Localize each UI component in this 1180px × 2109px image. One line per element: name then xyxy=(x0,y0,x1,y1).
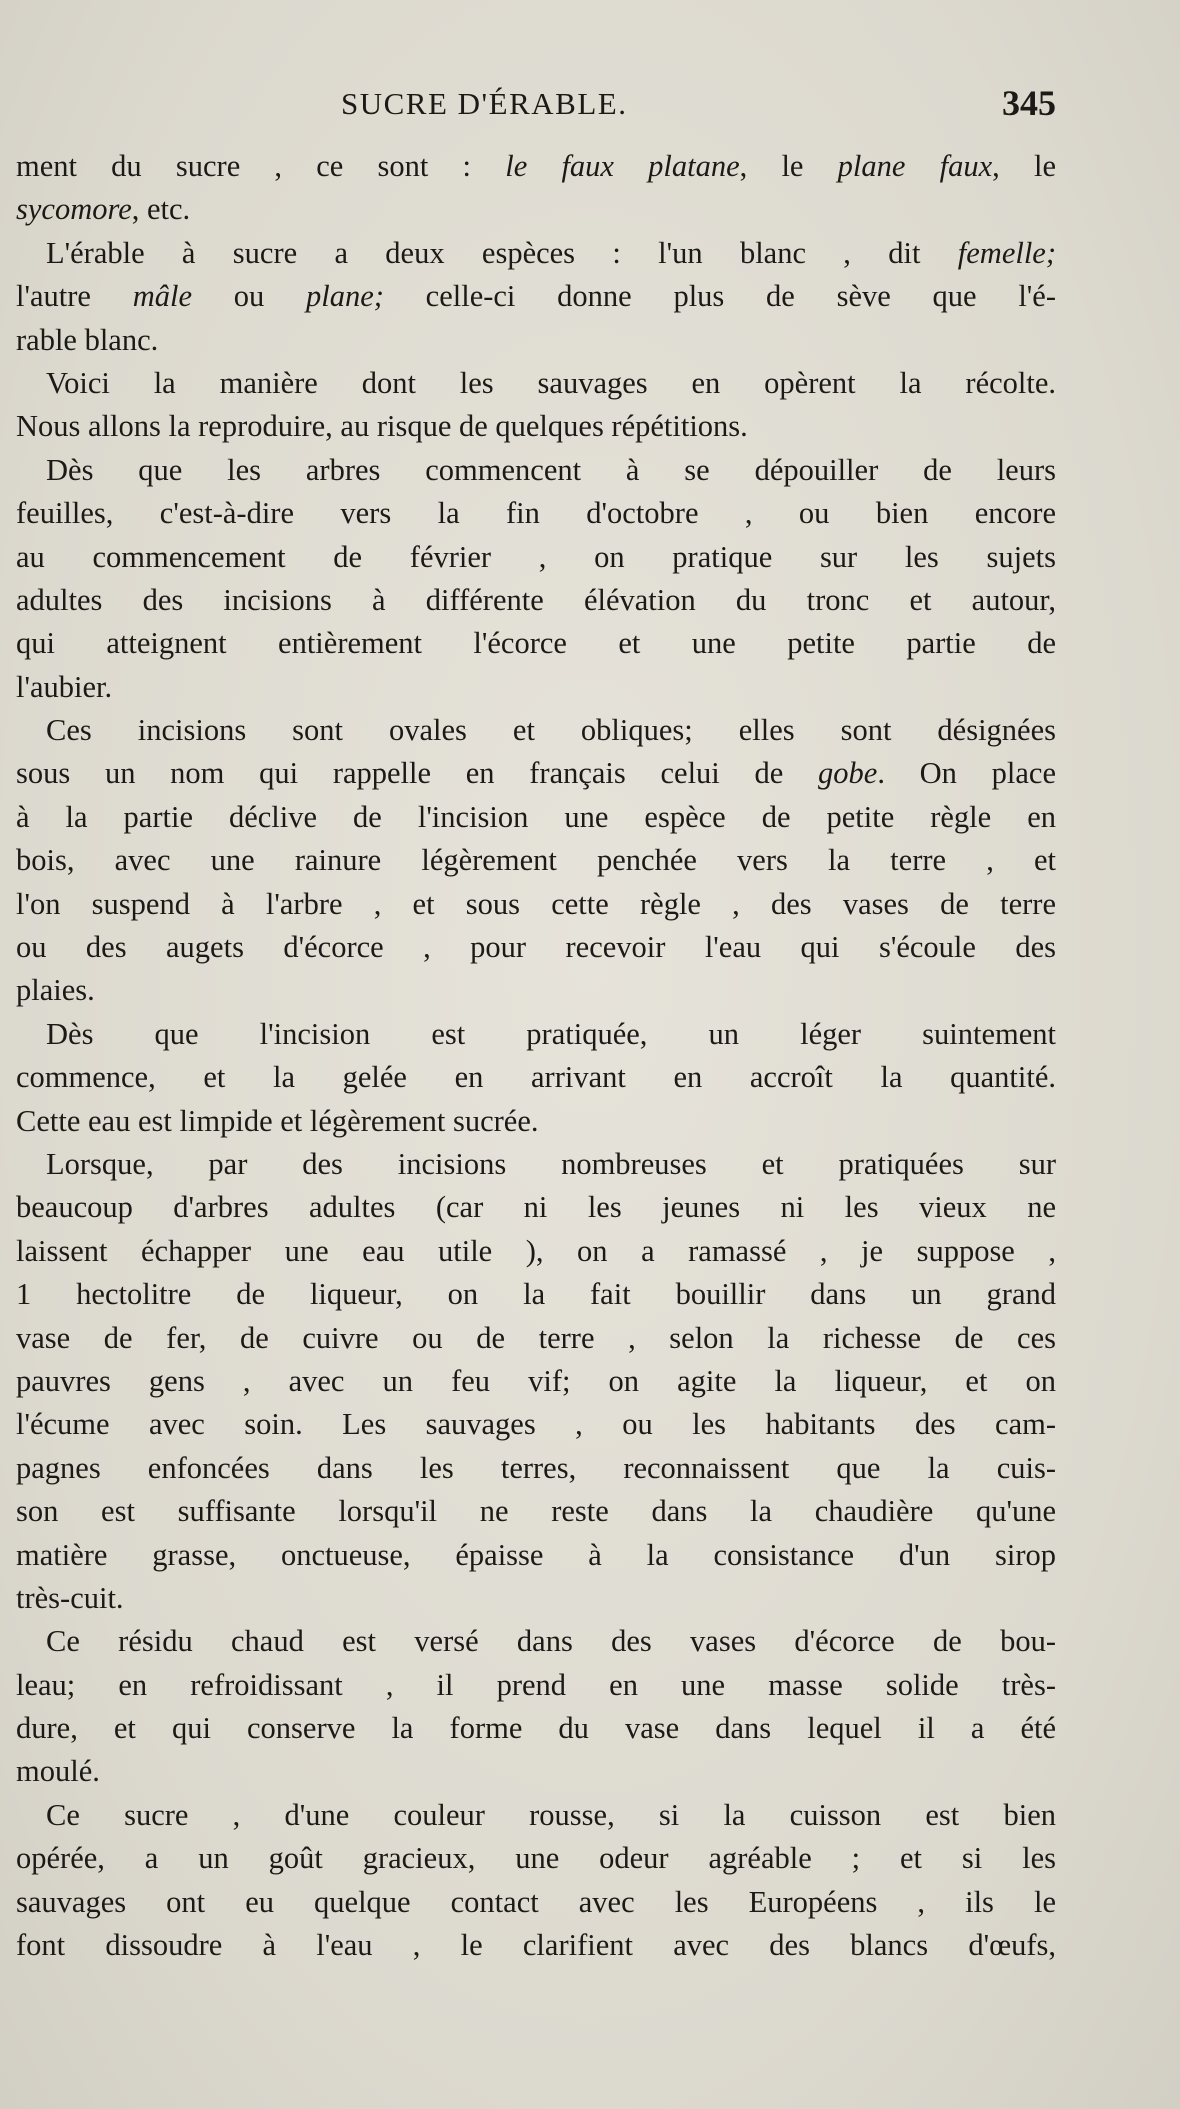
text-line xyxy=(16,405,1056,448)
text-line xyxy=(16,1143,1056,1186)
text-line xyxy=(16,969,1056,1012)
text-line xyxy=(16,1664,1056,1707)
text-segment: feuilles, c'est-à-dire vers la fin d'octobre , ou bien encore xyxy=(16,496,1056,531)
text-segment: Ce résidu chaud est versé dans des vases d'écorce de bou- xyxy=(46,1624,1056,1659)
text-segment: commence, et la gelée en arrivant en accroît la quantité. xyxy=(16,1060,1056,1095)
text-segment: vase de fer, de cuivre ou de terre , selon la richesse de ces xyxy=(16,1320,1056,1355)
text-line xyxy=(16,1490,1056,1533)
italic-text: plane; xyxy=(306,279,384,314)
text-segment: très-cuit. xyxy=(16,1580,124,1615)
text-line xyxy=(16,1750,1056,1793)
text-line xyxy=(16,232,1056,275)
text-segment: font dissoudre à l'eau , le clarifient avec des blancs d'œufs, xyxy=(16,1928,1056,1963)
text-segment: dure, et qui conserve la forme du vase dans lequel il a été xyxy=(16,1711,1056,1746)
text-line xyxy=(16,622,1056,665)
text-line xyxy=(16,1837,1056,1880)
page-header xyxy=(16,82,1056,142)
text-line xyxy=(16,579,1056,622)
text-segment: opérée, a un goût gracieux, une odeur agréable ; et si les xyxy=(16,1841,1056,1876)
text-line xyxy=(16,1403,1056,1446)
text-segment: Voici la manière dont les sauvages en opèrent la récolte. xyxy=(46,365,1056,400)
text-segment: au commencement de février , on pratique sur les sujets xyxy=(16,539,1056,574)
italic-text: sycomore xyxy=(16,192,132,227)
text-line xyxy=(16,1577,1056,1620)
italic-text: plane faux xyxy=(837,149,993,183)
text-line xyxy=(16,1230,1056,1273)
text-line xyxy=(16,362,1056,405)
text-segment: Cette eau est limpide et légèrement sucrée. xyxy=(16,1103,539,1138)
text-line xyxy=(16,1794,1056,1837)
text-line xyxy=(16,752,1056,795)
text-segment: , le xyxy=(992,149,1056,183)
text-segment: , etc. xyxy=(131,192,191,227)
text-segment: celle-ci donne plus de sève que l'é- xyxy=(383,279,1056,314)
text-line xyxy=(16,1056,1056,1099)
text-segment: qui atteignent entièrement l'écorce et une petite partie de xyxy=(16,626,1056,661)
text-segment: laissent échapper une eau utile ), on a ramassé , je suppose , xyxy=(16,1233,1056,1268)
text-line xyxy=(16,1100,1056,1143)
text-segment: matière grasse, onctueuse, épaisse à la consistance d'un sirop xyxy=(16,1537,1056,1572)
running-title: SUCRE D'ÉRABLE. xyxy=(341,86,628,121)
text-segment: rable blanc. xyxy=(16,322,159,357)
text-segment: moulé. xyxy=(16,1754,100,1789)
text-segment: Ces incisions sont ovales et obliques; elles sont désignées xyxy=(46,713,1056,748)
text-segment: . On place xyxy=(877,756,1056,791)
italic-text: gobe xyxy=(818,756,878,791)
text-segment: ou xyxy=(191,279,306,314)
text-segment: sous un nom qui rappelle en français celui de xyxy=(16,756,819,791)
text-line xyxy=(16,449,1056,492)
text-line xyxy=(16,1707,1056,1750)
text-segment: Dès que les arbres commencent à se dépouiller de leurs xyxy=(46,452,1056,487)
text-segment: l'aubier. xyxy=(16,669,113,704)
text-segment: L'érable à sucre a deux espèces : l'un blanc , dit xyxy=(46,235,958,270)
text-segment: plaies. xyxy=(16,973,95,1008)
text-line xyxy=(16,536,1056,579)
italic-text: femelle; xyxy=(957,235,1056,270)
text-segment: à la partie déclive de l'incision une espèce de petite règle en xyxy=(16,799,1056,834)
text-segment: l'on suspend à l'arbre , et sous cette règle , des vases de terre xyxy=(16,886,1056,921)
text-line xyxy=(16,492,1056,535)
text-segment: , le xyxy=(739,149,838,183)
text-segment: bois, avec une rainure légèrement penchée vers la terre , et xyxy=(16,843,1056,878)
body-text xyxy=(16,145,1056,1967)
text-line xyxy=(16,1534,1056,1577)
text-line xyxy=(16,1924,1056,1967)
text-line xyxy=(16,839,1056,882)
italic-text: mâle xyxy=(132,279,192,314)
text-segment: 1 hectolitre de liqueur, on la fait bouillir dans un grand xyxy=(16,1277,1056,1312)
text-segment: Nous allons la reproduire, au risque de quelques répétitions. xyxy=(16,409,748,444)
text-segment: Lorsque, par des incisions nombreuses et pratiquées sur xyxy=(46,1146,1056,1181)
text-line xyxy=(16,188,1056,231)
text-line xyxy=(16,796,1056,839)
text-line xyxy=(16,275,1056,318)
text-line xyxy=(16,319,1056,362)
text-segment: leau; en refroidissant , il prend en une masse solide très- xyxy=(16,1667,1056,1702)
text-segment: ment du sucre , ce sont : xyxy=(16,149,506,183)
text-line xyxy=(16,1186,1056,1229)
text-line xyxy=(16,1013,1056,1056)
text-segment: l'autre xyxy=(16,279,133,314)
text-line xyxy=(16,883,1056,926)
text-segment: Ce sucre , d'une couleur rousse, si la cuisson est bien xyxy=(46,1797,1056,1832)
text-line xyxy=(16,666,1056,709)
text-line xyxy=(16,1620,1056,1663)
text-line xyxy=(16,145,1056,188)
text-segment: son est suffisante lorsqu'il ne reste dans la chaudière qu'une xyxy=(16,1494,1056,1529)
text-segment: pauvres gens , avec un feu vif; on agite la liqueur, et on xyxy=(16,1363,1056,1398)
text-line xyxy=(16,1881,1056,1924)
text-segment: ou des augets d'écorce , pour recevoir l'eau qui s'écoule des xyxy=(16,930,1056,965)
text-segment: adultes des incisions à différente élévation du tronc et autour, xyxy=(16,582,1056,617)
text-segment: sauvages ont eu quelque contact avec les Européens , ils le xyxy=(16,1884,1056,1919)
text-segment: beaucoup d'arbres adultes (car ni les jeunes ni les vieux ne xyxy=(16,1190,1056,1225)
text-segment: Dès que l'incision est pratiquée, un léger suintement xyxy=(46,1016,1056,1051)
text-line xyxy=(16,1273,1056,1316)
text-segment: pagnes enfoncées dans les terres, reconnaissent que la cuis- xyxy=(16,1450,1056,1485)
text-line xyxy=(16,1447,1056,1490)
text-segment: l'écume avec soin. Les sauvages , ou les habitants des cam- xyxy=(16,1407,1056,1442)
text-line xyxy=(16,926,1056,969)
text-line xyxy=(16,709,1056,752)
text-line xyxy=(16,1360,1056,1403)
text-line xyxy=(16,1317,1056,1360)
italic-text: le faux platane xyxy=(505,149,740,183)
page-number: 345 xyxy=(1002,83,1056,123)
